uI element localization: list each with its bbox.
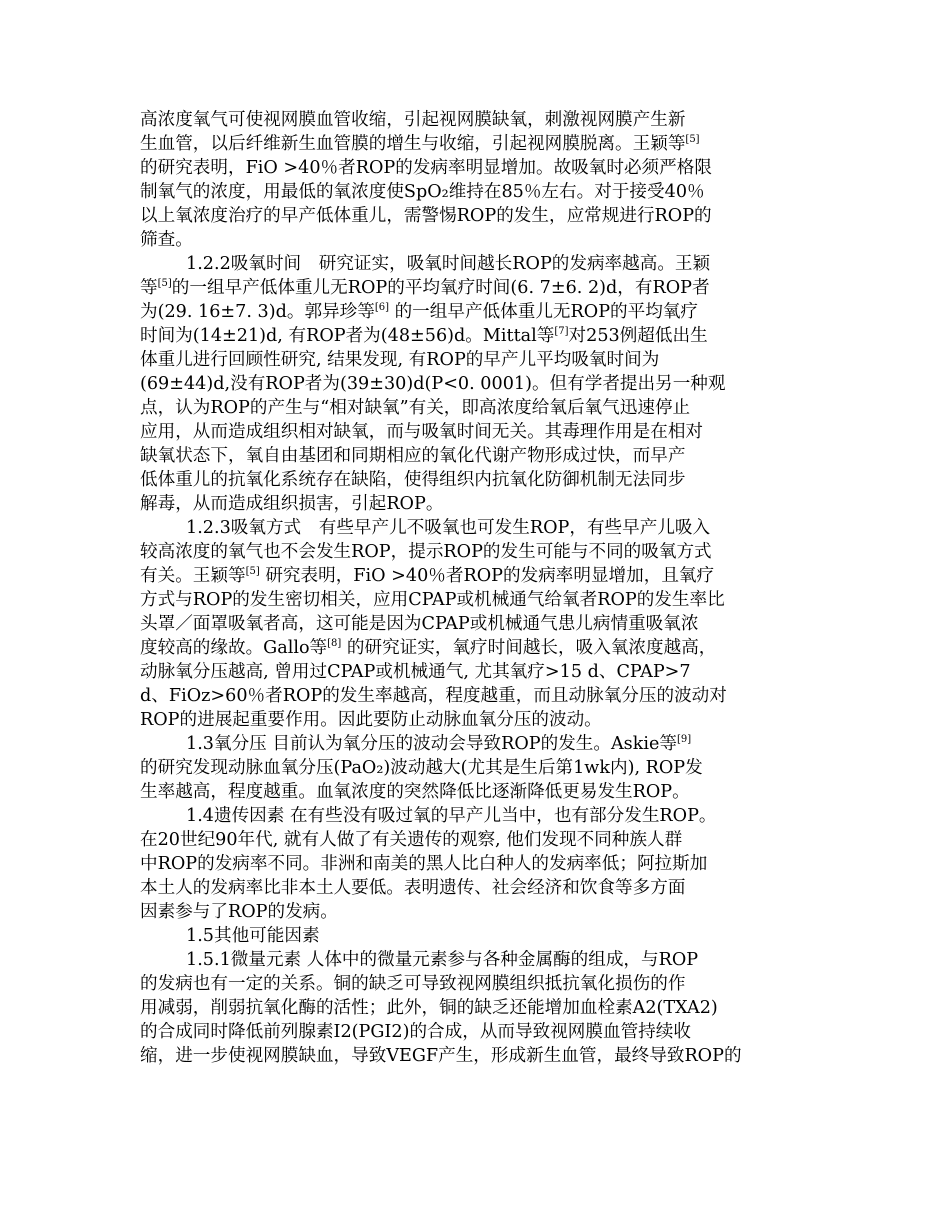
text-line	[140, 372, 830, 396]
text-line	[186, 804, 830, 828]
text-line	[140, 540, 830, 564]
line-text-tail: 的一组早产低体重儿无ROP的平均氧疗	[389, 302, 699, 322]
line-text: 为(29. 16±7. 3)d。郭异珍等	[140, 302, 375, 322]
line-text: 用减弱，削弱抗氧化酶的活性；此外，铜的缺乏还能增加血栓素A2(TXA2)	[140, 998, 718, 1018]
text-line	[140, 708, 830, 732]
text-line	[140, 756, 830, 780]
line-text: 1.3氧分压 目前认为氧分压的波动会导致ROP的发生。Askie等	[186, 734, 677, 754]
text-line	[140, 972, 830, 996]
citation-superscript: [8]	[327, 638, 342, 649]
citation-superscript: [9]	[677, 734, 692, 745]
line-text: 1.5.1微量元素 人体中的微量元素参与各种金属酶的组成，与ROP	[186, 950, 699, 970]
line-text: 时间为(14±21)d, 有ROP者为(48±56)d。Mittal等	[140, 326, 555, 346]
line-text: 1.2.2吸氧时间 研究证实，吸氧时间越长ROP的发病率越高。王颖	[186, 254, 711, 274]
citation-superscript: [5]	[685, 134, 700, 145]
text-line	[140, 1020, 830, 1044]
line-text: 缩，进一步使视网膜缺血，导致VEGF产生，形成新生血管，最终导致ROP的	[140, 1046, 742, 1066]
text-line	[140, 636, 830, 660]
text-line	[140, 612, 830, 636]
text-line	[140, 900, 830, 924]
text-line	[140, 132, 830, 156]
text-line	[140, 660, 830, 684]
text-line	[140, 420, 830, 444]
text-line	[140, 180, 830, 204]
citation-superscript: [6]	[374, 302, 389, 313]
citation-superscript: [7]	[554, 326, 569, 337]
line-text: 度较高的缘故。Gallo等	[140, 638, 328, 658]
line-text: 体重儿进行回顾性研究, 结果发现, 有ROP的早产儿平均吸氧时间为	[140, 350, 660, 370]
text-line	[140, 156, 830, 180]
text-line	[140, 876, 830, 900]
line-text: 的研究发现动脉血氧分压(PaO₂)波动越大(尤其是生后第1wk内), ROP发	[140, 758, 703, 778]
line-text: 1.2.3吸氧方式 有些早产儿不吸氧也可发生ROP，有些早产儿吸入	[186, 518, 711, 538]
line-text: 中ROP的发病率不同。非洲和南美的黑人比白种人的发病率低；阿拉斯加	[140, 854, 708, 874]
line-text: 头罩／面罩吸氧者高，这可能是因为CPAP或机械通气患儿病情重吸氧浓	[140, 614, 699, 634]
line-text: 高浓度氧气可使视网膜血管收缩，引起视网膜缺氧，刺激视网膜产生新	[140, 110, 686, 130]
line-text: 低体重儿的抗氧化系统存在缺陷，使得组织内抗氧化防御机制无法同步	[140, 470, 686, 490]
text-line	[140, 444, 830, 468]
text-line	[140, 996, 830, 1020]
text-line	[140, 828, 830, 852]
text-line	[140, 468, 830, 492]
text-line	[140, 1044, 830, 1068]
text-line	[186, 948, 830, 972]
line-text: 较高浓度的氧气也不会发生ROP，提示ROP的发生可能与不同的吸氧方式	[140, 542, 712, 562]
line-text: 有关。王颖等	[140, 566, 246, 586]
text-line	[140, 684, 830, 708]
text-line	[140, 228, 830, 252]
line-text: 应用，从而造成组织相对缺氧，而与吸氧时间无关。其毒理作用是在相对	[140, 422, 704, 442]
text-line	[140, 852, 830, 876]
text-line	[140, 492, 830, 516]
text-line	[186, 924, 830, 948]
line-text-tail: 对253例超低出生	[568, 326, 708, 346]
line-text: (69±44)d,没有ROP者为(39±30)d(P<0. 0001)。但有学者提出另一种观	[140, 374, 726, 394]
line-text: 解毒，从而造成组织损害，引起ROP。	[140, 494, 444, 514]
line-text: 的研究表明，FiO >40％者ROP的发病率明显增加。故吸氧时必须严格限	[140, 158, 712, 178]
citation-superscript: [5]	[157, 278, 172, 289]
text-line	[186, 732, 830, 756]
line-text: 因素参与了ROP的发病。	[140, 902, 338, 922]
line-text: 点，认为ROP的产生与“相对缺氧”有关，即高浓度给氧后氧气迅速停止	[140, 398, 691, 418]
line-text: 的合成同时降低前列腺素I2(PGI2)的合成，从而导致视网膜血管持续收	[140, 1022, 691, 1042]
line-text: 方式与ROP的发生密切相关，应用CPAP或机械通气给氧者ROP的发生率比	[140, 590, 725, 610]
line-text: 1.5其他可能因素	[186, 926, 320, 946]
line-text-tail: 的一组早产低体重儿无ROP的平均氧疗时间(6. 7±6. 2)d，有ROP者	[171, 278, 710, 298]
text-line	[140, 204, 830, 228]
text-line	[186, 252, 830, 276]
line-text: 筛查。	[140, 230, 193, 250]
text-line	[140, 324, 830, 348]
line-text: ROP的进展起重要作用。因此要防止动脉血氧分压的波动。	[140, 710, 602, 730]
citation-superscript: [5]	[245, 566, 260, 577]
text-line	[140, 396, 830, 420]
line-text: 的发病也有一定的关系。铜的缺乏可导致视网膜组织抵抗氧化损伤的作	[140, 974, 686, 994]
line-text: 1.4遗传因素 在有些没有吸过氧的早产儿当中，也有部分发生ROP。	[186, 806, 717, 826]
line-text: 本土人的发病率比非本土人要低。表明遗传、社会经济和饮食等多方面	[140, 878, 686, 898]
line-text: d、FiOz>60％者ROP的发生率越高，程度越重，而且动脉氧分压的波动对	[140, 686, 727, 706]
text-line	[140, 300, 830, 324]
line-text-tail: 研究表明，FiO >40％者ROP的发病率明显增加，且氧疗	[259, 566, 715, 586]
text-line	[140, 564, 830, 588]
line-text: 生血管，以后纤维新生血管膜的增生与收缩，引起视网膜脱离。王颖等	[140, 134, 686, 154]
text-line	[186, 516, 830, 540]
line-text: 以上氧浓度治疗的早产低体重儿，需警惕ROP的发生，应常规进行ROP的	[140, 206, 712, 226]
line-text: 在20世纪90年代, 就有人做了有关遗传的观察, 他们发现不同种族人群	[140, 830, 683, 850]
line-text: 缺氧状态下，氧自由基团和同期相应的氧化代谢产物形成过快，而早产	[140, 446, 686, 466]
line-text-tail: 的研究证实，氧疗时间越长，吸入氧浓度越高，	[341, 638, 717, 658]
line-text: 动脉氧分压越高, 曾用过CPAP或机械通气, 尤其氧疗>15 d、CPAP>7	[140, 662, 691, 682]
line-text: 生率越高，程度越重。血氧浓度的突然降低比逐渐降低更易发生ROP。	[140, 782, 690, 802]
text-line	[140, 276, 830, 300]
line-text: 制氧气的浓度，用最低的氧浓度使SpO₂维持在85％左右。对于接受40％	[140, 182, 705, 202]
text-line	[140, 348, 830, 372]
line-text: 等	[140, 278, 158, 298]
text-line	[140, 588, 830, 612]
text-line	[140, 108, 830, 132]
text-line	[140, 780, 830, 804]
